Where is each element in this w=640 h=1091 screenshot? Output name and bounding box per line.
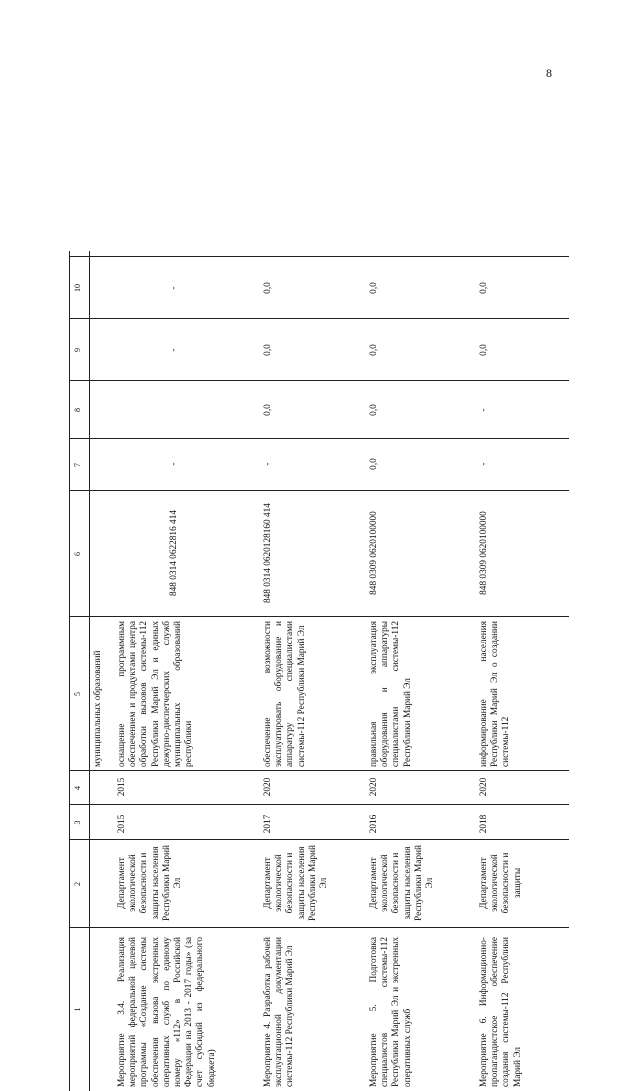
row-value-10: 0,0 [263,282,273,294]
header-col-6: 6 [73,552,82,556]
header-bottom-border [89,251,90,1091]
row-executor: Департамент экологической безопасности и защиты [479,852,523,914]
row-result: правильная эксплуатация оборудования и аппаратуры специалистами системы-112 Республики Марий Эл [369,621,413,767]
header-col-3: 3 [73,820,82,825]
row-executor: Департамент экологической безопасности и защиты населения Республики Марий Эл [369,845,436,921]
col-separator [69,318,569,319]
row-budget-code: 848 0314 0620128160 414 [263,503,273,603]
col-separator [69,438,569,439]
row-value-10: 0,0 [479,282,489,294]
row-value-8: 0,0 [263,404,273,416]
header-col-1: 1 [73,1007,82,1012]
row-value-8: 0,0 [369,404,379,416]
col-separator [69,804,569,805]
continuation-text: муниципальных образований [93,650,103,767]
header-col-2: 2 [73,882,82,886]
row-executor: Департамент экологической безопасности и защиты населения Республики Марий Эл [263,845,330,921]
header-col-7: 7 [73,463,82,467]
row-value-10: - [169,286,179,290]
row-event: Мероприятие 6. Информационно-пропагандистское обеспечение создания системы-112 Республики Марий Эл [479,937,523,1087]
row-value-9: 0,0 [369,344,379,356]
row-end-year: 2020 [479,777,489,797]
col-separator [69,770,569,771]
col-separator [69,380,569,381]
row-budget-code: 848 0314 0622816 414 [169,510,179,596]
row-value-7: - [169,462,179,466]
row-budget-code: 848 0309 0620100000 [369,511,379,595]
row-value-7: 0,0 [369,458,379,470]
row-executor: Департамент экологической безопасности и защиты населения Республики Марий Эл [117,845,184,921]
row-end-year: 2020 [263,777,273,797]
header-col-5: 5 [73,692,82,696]
col-separator [69,490,569,491]
row-value-7: - [479,462,489,466]
row-value-9: 0,0 [263,344,273,356]
row-event: Мероприятие 4. Разработка рабочей эксплуатационной документации системы-112 Республики Марий Эл [263,937,296,1087]
row-start-year: 2015 [117,814,127,834]
col-separator [69,927,569,928]
header-col-4: 4 [73,786,82,790]
row-start-year: 2017 [263,814,273,834]
row-result: оснащение программным обеспечением и продуктами центра обработки вызовов системы-112 Республики Марий Эл и единых дежурно-диспетчерских служб муниципальных образований республики [117,621,195,767]
row-event: Мероприятие 5. Подготовка специалистов системы-112 Республики Марий Эл и экстренных оперативных служб [369,937,413,1087]
col-separator [69,839,569,840]
header-col-10: 10 [73,284,82,292]
row-value-7: - [263,462,273,466]
header-col-8: 8 [73,408,82,412]
table-top-border [69,251,70,1091]
row-budget-code: 848 0309 0620100000 [479,511,489,595]
row-event: Мероприятие 3.4. Реализация мероприятий федеральной целевой программы «Создание системы обеспечения вызова экстренных оперативных служб по единому номеру «112» в Российской Федерации на 2013 - 2017 годы» (за счет субсидий из федерального бюджета) [117,937,217,1087]
col-separator [69,616,569,617]
table-right-border [69,256,569,257]
row-end-year: 2015 [117,777,127,797]
rotated-budget-table [69,251,569,1091]
header-col-9: 9 [73,348,82,352]
row-start-year: 2016 [369,814,379,834]
row-value-9: - [169,348,179,352]
row-result: информирование населения Республики Марий Эл о создании системы-112 [479,621,512,767]
row-result: обеспечение возможности эксплуатировать оборудование и аппаратуру специалистами системы-112 Республики Марий Эл [263,621,307,767]
page-number: 8 [546,66,552,80]
row-value-10: 0,0 [369,282,379,294]
row-start-year: 2018 [479,814,489,834]
row-end-year: 2020 [369,777,379,797]
row-value-8: - [479,408,489,412]
row-value-9: 0,0 [479,344,489,356]
